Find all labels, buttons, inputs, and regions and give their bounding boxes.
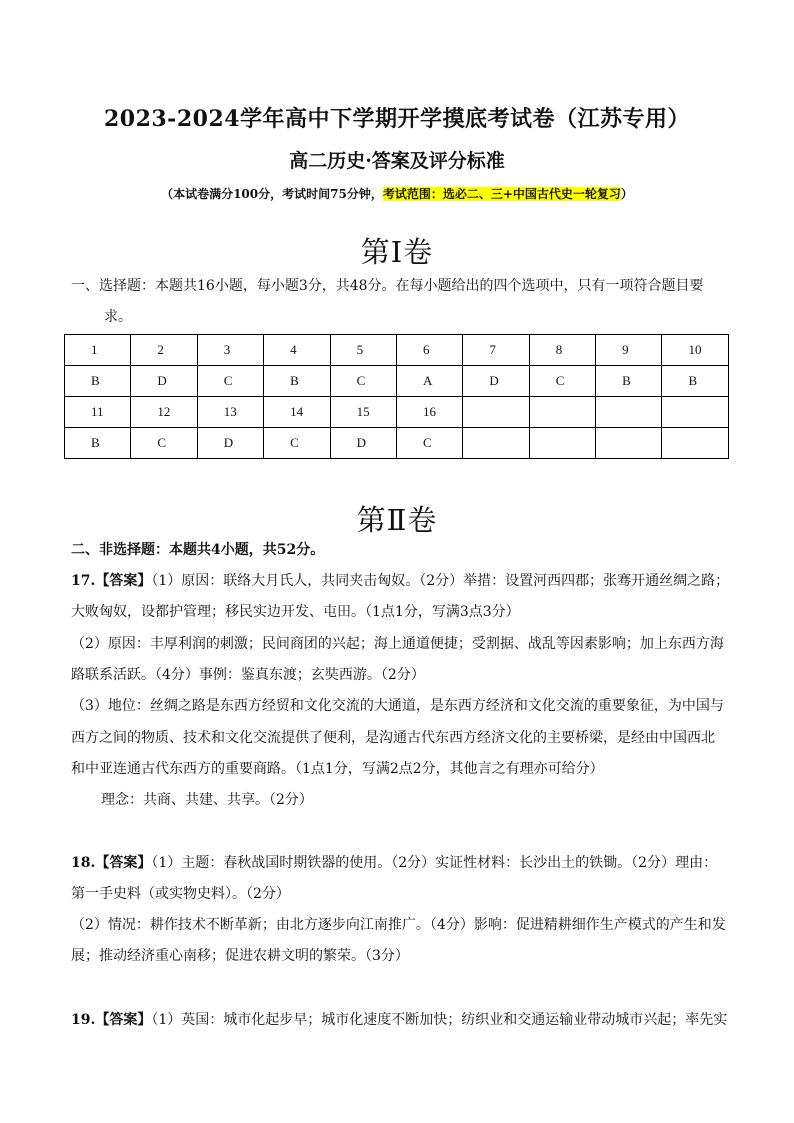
table-cell <box>596 397 662 428</box>
table-cell: D <box>197 428 263 459</box>
q17-line7: 和中亚连通古代东西方的重要商路。（1点1分，写满2点2分，其他言之有理亦可给分） <box>71 761 604 777</box>
q17-answer-label: 17.【答案】 <box>71 573 152 589</box>
table-cell: C <box>529 366 595 397</box>
mc-instruction-line1: 一、选择题：本题共16小题，每小题3分，共48分。在每小题给出的四个选项中，只有一项符合题目要 <box>71 278 704 294</box>
table-cell: C <box>396 428 462 459</box>
table-cell: A <box>396 366 462 397</box>
table-row <box>65 428 729 459</box>
table-cell: 12 <box>131 397 197 428</box>
table-cell <box>463 397 529 428</box>
table-cell: 5 <box>330 335 396 366</box>
table-cell: C <box>264 428 330 459</box>
table-cell: 7 <box>463 335 529 366</box>
mc-instruction-line2: 求。 <box>104 309 132 325</box>
table-cell <box>662 428 729 459</box>
answer-table <box>64 334 729 459</box>
table-row <box>65 366 729 397</box>
q17-line1 <box>71 566 731 598</box>
table-cell: 15 <box>330 397 396 428</box>
q18-line1-text: （1）主题：春秋战国时期铁器的使用。（2分）实证性材料：长沙出土的铁锄。（2分）理由： <box>151 855 718 871</box>
table-row <box>65 335 729 366</box>
q19-line1-text: （1）英国：城市化起步早；城市化速度不断加快；纺织业和交通运输业带动城市兴起；率先实 <box>151 1012 728 1028</box>
table-cell: C <box>131 428 197 459</box>
table-cell: 3 <box>197 335 263 366</box>
table-cell: 16 <box>396 397 462 428</box>
table-cell <box>529 397 595 428</box>
table-cell: D <box>463 366 529 397</box>
table-cell: B <box>65 366 131 397</box>
table-cell: 4 <box>264 335 330 366</box>
table-cell: 1 <box>65 335 131 366</box>
table-cell <box>529 428 595 459</box>
table-cell: 10 <box>662 335 729 366</box>
q18-line1 <box>71 848 731 880</box>
table-cell: B <box>65 428 131 459</box>
table-row <box>65 397 729 428</box>
q17-line3: （2）原因：丰厚利润的刺激；民间商团的兴起；海上通道便捷；受割据、战乱等因素影响；加上东西方海 <box>71 636 724 652</box>
q18-line4: 展；推动经济重心南移；促进农耕文明的繁荣。（3分） <box>71 948 409 964</box>
q18-line2: 第一手史料（或实物史料）。（2分） <box>71 886 290 902</box>
table-cell: 9 <box>596 335 662 366</box>
note-prefix: （本试卷满分100分，考试时间75分钟， <box>161 187 383 201</box>
table-cell: C <box>197 366 263 397</box>
table-cell: B <box>596 366 662 397</box>
table-cell: B <box>662 366 729 397</box>
table-cell: 2 <box>131 335 197 366</box>
q17-line8: 理念：共商、共建、共享。（2分） <box>101 792 313 808</box>
table-cell: 6 <box>396 335 462 366</box>
table-cell: D <box>131 366 197 397</box>
table-cell <box>662 397 729 428</box>
volume2-heading: 第Ⅱ卷 <box>356 503 438 537</box>
q17-line2: 大败匈奴，设都护管理；移民实边开发、屯田。（1点1分，写满3点3分） <box>71 604 520 620</box>
table-cell <box>463 428 529 459</box>
note-suffix: ） <box>620 187 633 201</box>
table-cell: 8 <box>529 335 595 366</box>
q17-line1-text: （1）原因：联络大月氏人，共同夹击匈奴。（2分）举措：设置河西四郡；张骞开通丝绸之路； <box>151 573 730 589</box>
q18-line3: （2）情况：耕作技术不断革新；由北方逐步向江南推广。（4分）影响：促进精耕细作生产模式的产生和发 <box>71 917 726 933</box>
q17-line4: 路联系活跃。（4分）事例：鉴真东渡；玄奘西游。（2分） <box>71 667 425 683</box>
q19-answer-label: 19.【答案】 <box>71 1012 152 1028</box>
table-cell: 13 <box>197 397 263 428</box>
q18-answer-label: 18.【答案】 <box>71 855 152 871</box>
volume1-heading: 第Ⅰ卷 <box>360 235 434 269</box>
table-cell: 11 <box>65 397 131 428</box>
table-cell: B <box>264 366 330 397</box>
table-cell: 14 <box>264 397 330 428</box>
essay-instruction: 二、非选择题：本题共4小题，共52分。 <box>71 542 325 558</box>
exam-scope-highlight: 考试范围：选必二、三+中国古代史一轮复习 <box>382 187 621 201</box>
table-cell: D <box>330 428 396 459</box>
q19-line1 <box>71 1005 731 1037</box>
q17-line6: 西方之间的物质、技术和文化交流提供了便利，是沟通古代东西方经济文化的主要桥梁，是经由中国西北 <box>71 730 715 746</box>
exam-subtitle: 高二历史·答案及评分标准 <box>289 150 505 172</box>
q17-line5: （3）地位：丝绸之路是东西方经贸和文化交流的大通道，是东西方经济和文化交流的重要象征，为中国与 <box>71 698 724 714</box>
table-cell: C <box>330 366 396 397</box>
exam-title: 2023-2024学年高中下学期开学摸底考试卷（江苏专用） <box>103 106 691 132</box>
exam-note <box>0 185 794 202</box>
table-cell <box>596 428 662 459</box>
